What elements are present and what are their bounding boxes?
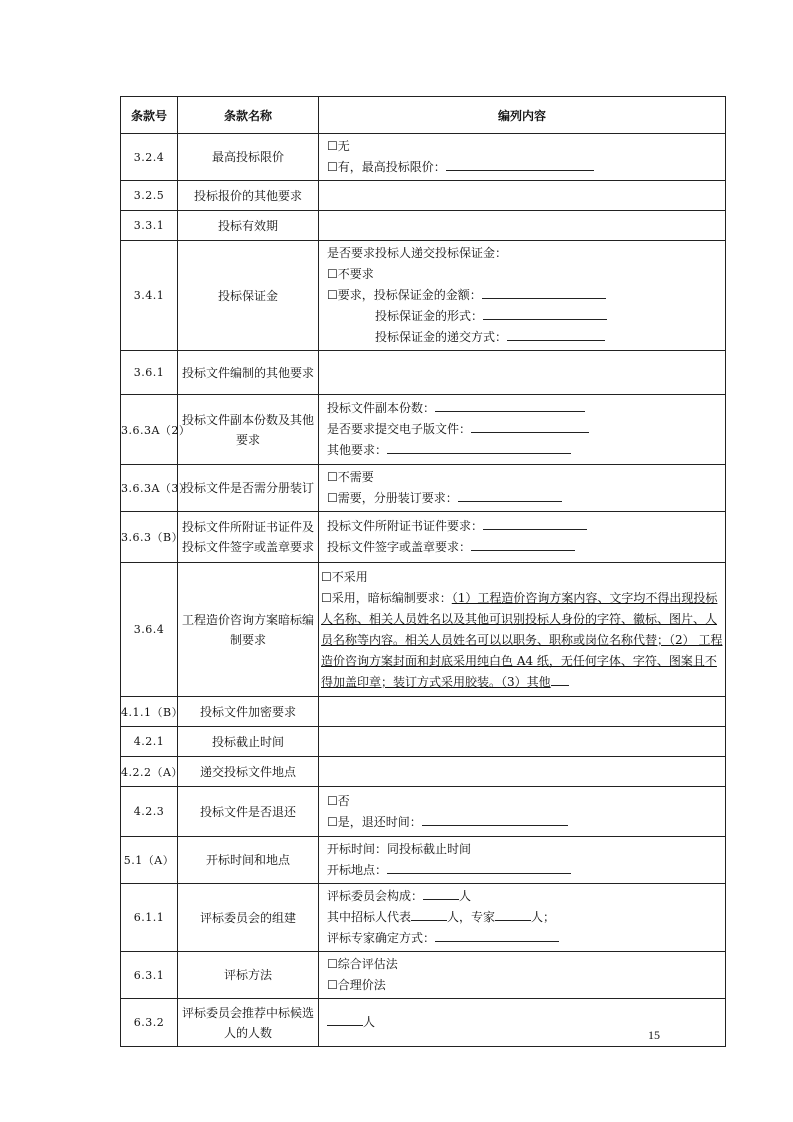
clause-content — [319, 563, 726, 697]
clause-number: 3.6.3A（3） — [121, 465, 178, 512]
option-adopted[interactable]: ☐采用，暗标编制要求： — [321, 590, 452, 605]
option-needed[interactable]: ☐需要，分册装订要求： — [327, 491, 458, 505]
page-number: 15 — [648, 1028, 660, 1042]
content-line: 评标专家确定方式： — [327, 931, 436, 945]
clause-content — [319, 351, 726, 395]
anonymous-bid-requirements: （1）工程造价咨询方案内容、文字均不得出现投标人名称、相关人员姓名以及其他可识别投标人身份的字符、徽标、图片、人员名称等内容。相关人员姓名可以以职务、职称或岗位名称代替；（2） 工程造价咨询方案封面和封底采用纯白色 A4 纸，无任何字体、字符、图案且不得加盖印章；装订方式采用胶装。（3）其他 — [321, 590, 723, 689]
clause-content — [319, 757, 726, 787]
clause-name: 工程造价咨询方案暗标编制要求 — [178, 563, 319, 697]
table-row — [121, 395, 726, 465]
table-row — [121, 999, 726, 1047]
fill-blank[interactable] — [411, 907, 447, 921]
clause-number: 4.2.3 — [121, 787, 178, 837]
content-line: 投标保证金的递交方式： — [375, 330, 508, 344]
fill-blank[interactable] — [458, 488, 562, 502]
clause-number: 3.2.5 — [121, 181, 178, 211]
clause-content — [319, 241, 726, 351]
clause-number: 3.6.3A（2） — [121, 395, 178, 465]
fill-blank[interactable] — [435, 928, 559, 942]
unit-text: 人 — [459, 889, 472, 903]
table-row — [121, 465, 726, 512]
fill-blank[interactable] — [471, 419, 589, 433]
clause-number: 3.4.1 — [121, 241, 178, 351]
clause-name: 评标委员会推荐中标候选人的人数 — [178, 999, 319, 1047]
clause-name: 投标有效期 — [178, 211, 319, 241]
table-row — [121, 837, 726, 884]
table-header-row — [121, 97, 726, 134]
table-row — [121, 134, 726, 181]
fill-blank[interactable] — [483, 516, 587, 530]
content-line: 其他要求： — [327, 443, 388, 457]
fill-blank[interactable] — [327, 1012, 363, 1026]
option-not-required[interactable]: ☐不要求 — [327, 267, 374, 281]
header-content: 编列内容 — [319, 97, 726, 134]
clause-content — [319, 697, 726, 727]
clause-content — [319, 395, 726, 465]
clause-number: 5.1（A） — [121, 837, 178, 884]
clause-name: 投标文件是否退还 — [178, 787, 319, 837]
clause-content — [319, 884, 726, 952]
content-line: 评标委员会构成： — [327, 889, 424, 903]
fill-blank[interactable] — [422, 812, 568, 826]
content-line: 投标保证金的形式： — [375, 309, 484, 323]
fill-blank[interactable] — [423, 886, 459, 900]
table-row — [121, 351, 726, 395]
clause-number: 3.3.1 — [121, 211, 178, 241]
fill-blank[interactable] — [446, 157, 594, 171]
clause-name: 投标文件编制的其他要求 — [178, 351, 319, 395]
clause-number: 6.1.1 — [121, 884, 178, 952]
clause-name: 最高投标限价 — [178, 134, 319, 181]
fill-blank[interactable] — [435, 398, 585, 412]
table-row — [121, 787, 726, 837]
content-line: 是否要求投标人递交投标保证金： — [327, 246, 508, 260]
table-row — [121, 211, 726, 241]
fill-blank[interactable] — [471, 537, 575, 551]
fill-blank[interactable] — [387, 440, 571, 454]
clause-name: 评标方法 — [178, 952, 319, 999]
clause-name: 投标文件是否需分册装订 — [178, 465, 319, 512]
clause-name: 递交投标文件地点 — [178, 757, 319, 787]
clause-number: 3.6.1 — [121, 351, 178, 395]
option-no[interactable]: ☐否 — [327, 793, 350, 808]
clause-content — [319, 211, 726, 241]
unit-text: 人； — [531, 910, 556, 924]
clause-name: 投标文件加密要求 — [178, 697, 319, 727]
fill-blank[interactable] — [507, 327, 605, 341]
table-row — [121, 563, 726, 697]
content-line: 投标文件所附证书证件要求： — [327, 519, 484, 533]
clause-number: 4.2.1 — [121, 727, 178, 757]
clause-number: 4.1.1（B） — [121, 697, 178, 727]
table-row — [121, 181, 726, 211]
clause-content — [319, 512, 726, 563]
content-line: 投标文件副本份数： — [327, 401, 436, 415]
clause-content — [319, 837, 726, 884]
clause-number: 6.3.2 — [121, 999, 178, 1047]
table-row — [121, 727, 726, 757]
clause-name: 投标保证金 — [178, 241, 319, 351]
bid-data-sheet-table — [120, 96, 726, 1047]
clause-content — [319, 999, 726, 1047]
fill-blank[interactable] — [483, 306, 607, 320]
clause-number: 6.3.1 — [121, 952, 178, 999]
table-row — [121, 952, 726, 999]
clause-number: 3.2.4 — [121, 134, 178, 181]
clause-content — [319, 727, 726, 757]
clause-number: 3.6.4 — [121, 563, 178, 697]
option-yes[interactable]: ☐有，最高投标限价： — [327, 160, 446, 174]
table-row — [121, 241, 726, 351]
option-none[interactable]: ☐无 — [327, 139, 350, 153]
content-line: 其中招标人代表 — [327, 910, 412, 924]
option-reasonable-price[interactable]: ☐合理价法 — [327, 978, 386, 992]
option-not-needed[interactable]: ☐不需要 — [327, 470, 374, 484]
clause-number: 4.2.2（A） — [121, 757, 178, 787]
option-not-adopted[interactable]: ☐不采用 — [321, 569, 368, 584]
clause-name: 投标截止时间 — [178, 727, 319, 757]
content-line: 开标时间：同投标截止时间 — [327, 842, 472, 856]
header-clause-name: 条款名称 — [178, 97, 319, 134]
table-row — [121, 757, 726, 787]
clause-content — [319, 134, 726, 181]
clause-content — [319, 181, 726, 211]
option-required[interactable]: ☐要求，投标保证金的金额： — [327, 288, 482, 302]
clause-content — [319, 465, 726, 512]
content-line: 是否要求提交电子版文件： — [327, 422, 472, 436]
clause-name: 投标报价的其他要求 — [178, 181, 319, 211]
fill-blank[interactable] — [387, 860, 571, 874]
fill-blank[interactable] — [551, 672, 569, 686]
fill-blank[interactable] — [495, 907, 531, 921]
clause-name: 投标文件所附证书证件及投标文件签字或盖章要求 — [178, 512, 319, 563]
table-row — [121, 697, 726, 727]
clause-name: 投标文件副本份数及其他要求 — [178, 395, 319, 465]
fill-blank[interactable] — [482, 285, 606, 299]
clause-name: 评标委员会的组建 — [178, 884, 319, 952]
unit-text: 人 — [363, 1015, 376, 1029]
option-comprehensive[interactable]: ☐综合评估法 — [327, 957, 398, 971]
content-line: 投标文件签字或盖章要求： — [327, 540, 472, 554]
clause-name: 开标时间和地点 — [178, 837, 319, 884]
table-row — [121, 512, 726, 563]
clause-content — [319, 952, 726, 999]
table-row — [121, 884, 726, 952]
content-line: 人，专家 — [447, 910, 496, 924]
header-clause-number: 条款号 — [121, 97, 178, 134]
content-line: 开标地点： — [327, 863, 388, 877]
clause-number: 3.6.3（B） — [121, 512, 178, 563]
clause-content — [319, 787, 726, 837]
option-yes[interactable]: ☐是，退还时间： — [327, 814, 422, 829]
